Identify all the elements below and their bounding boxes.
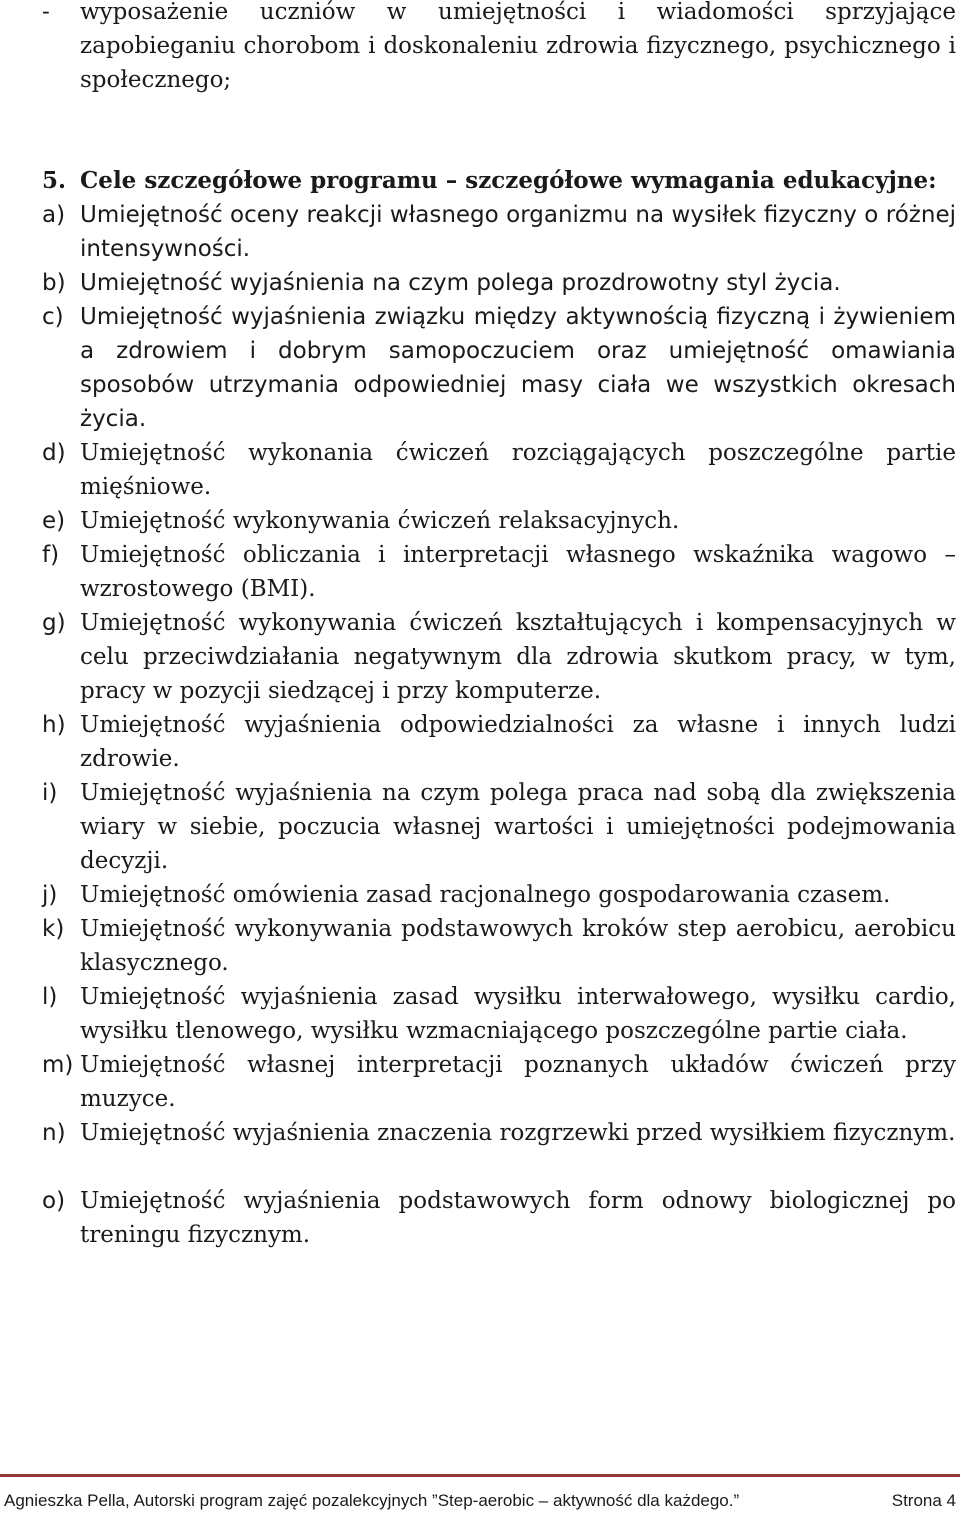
list-item-label: a) bbox=[42, 202, 66, 228]
list-item: Umiejętność wyjaśnienia znaczenia rozgrzewki przed wysiłkiem fizycznym. bbox=[80, 1120, 956, 1146]
list-item-label: b) bbox=[42, 270, 66, 296]
list-item-label: i) bbox=[42, 780, 58, 806]
list-item-label: o) bbox=[42, 1188, 66, 1214]
list-item-label: c) bbox=[42, 304, 64, 330]
list-item-label: l) bbox=[42, 984, 58, 1010]
list-item-label: f) bbox=[42, 542, 60, 568]
list-item-label: h) bbox=[42, 712, 66, 738]
list-item: Umiejętność wyjaśnienia na czym polega prozdrowotny styl życia. bbox=[80, 270, 841, 296]
list-item-label: d) bbox=[42, 440, 66, 466]
section-heading bbox=[42, 164, 937, 198]
list-item: Umiejętność wyjaśnienia podstawowych form odnowy biologicznej po treningu fizycznym. bbox=[80, 1188, 956, 1248]
intro-dash-marker: - bbox=[42, 0, 50, 25]
list-item: Umiejętność wykonywania ćwiczeń kształtujących i kompensacyjnych w celu przeciwdziałania negatywnym dla zdrowia skutkom pracy, w tym, pracy w pozycji siedzącej i przy komputerze. bbox=[80, 610, 956, 704]
list-item-label: j) bbox=[42, 882, 58, 908]
list-item: Umiejętność wyjaśnienia na czym polega praca nad sobą dla zwiększenia wiary w siebie, poczucia własnej wartości i umiejętności podejmowania decyzji. bbox=[80, 780, 956, 874]
list-item: Umiejętność wykonania ćwiczeń rozciągających poszczególne partie mięśniowe. bbox=[80, 440, 956, 500]
list-item: Umiejętność obliczania i interpretacji własnego wskaźnika wagowo – wzrostowego (BMI). bbox=[80, 542, 956, 602]
list-item: Umiejętność wyjaśnienia odpowiedzialności za własne i innych ludzi zdrowie. bbox=[80, 712, 956, 772]
intro-paragraph: wyposażenie uczniów w umiejętności i wiadomości sprzyjające zapobieganiu chorobom i doskonaleniu zdrowia fizycznego, psychicznego i społecznego; bbox=[80, 0, 956, 93]
list-item-label: e) bbox=[42, 508, 66, 534]
section-number: 5. bbox=[42, 167, 67, 194]
footer-divider bbox=[0, 1474, 960, 1477]
list-item: Umiejętność wyjaśnienia związku między aktywnością fizyczną i żywieniem a zdrowiem i dobrym samopoczuciem oraz umiejętność omawiania sposobów utrzymania odpowiedniej masy ciała we wszystkich okresach życia. bbox=[80, 304, 956, 432]
list-item-label: m) bbox=[42, 1052, 74, 1078]
list-item: Umiejętność wyjaśnienia zasad wysiłku interwałowego, wysiłku cardio, wysiłku tlenowego, wysiłku wzmacniającego poszczególne partie ciała. bbox=[80, 984, 956, 1044]
footer-author-title: Agnieszka Pella, Autorski program zajęć pozalekcyjnych ”Step-aerobic – aktywność dla każdego.” bbox=[4, 1491, 740, 1510]
list-item-label: g) bbox=[42, 610, 66, 636]
list-item-label: k) bbox=[42, 916, 65, 942]
footer-page-number: Strona 4 bbox=[891, 1491, 956, 1510]
list-item: Umiejętność omówienia zasad racjonalnego gospodarowania czasem. bbox=[80, 882, 891, 908]
list-item-label: n) bbox=[42, 1120, 66, 1146]
section-title: Cele szczegółowe programu – szczegółowe wymagania edukacyjne: bbox=[80, 167, 937, 194]
list-item: Umiejętność wykonywania podstawowych kroków step aerobicu, aerobicu klasycznego. bbox=[80, 916, 956, 976]
list-item: Umiejętność wykonywania ćwiczeń relaksacyjnych. bbox=[80, 508, 680, 534]
list-item: Umiejętność oceny reakcji własnego organizmu na wysiłek fizyczny o różnej intensywności. bbox=[80, 202, 956, 262]
list-item: Umiejętność własnej interpretacji poznanych układów ćwiczeń przy muzyce. bbox=[80, 1052, 956, 1112]
